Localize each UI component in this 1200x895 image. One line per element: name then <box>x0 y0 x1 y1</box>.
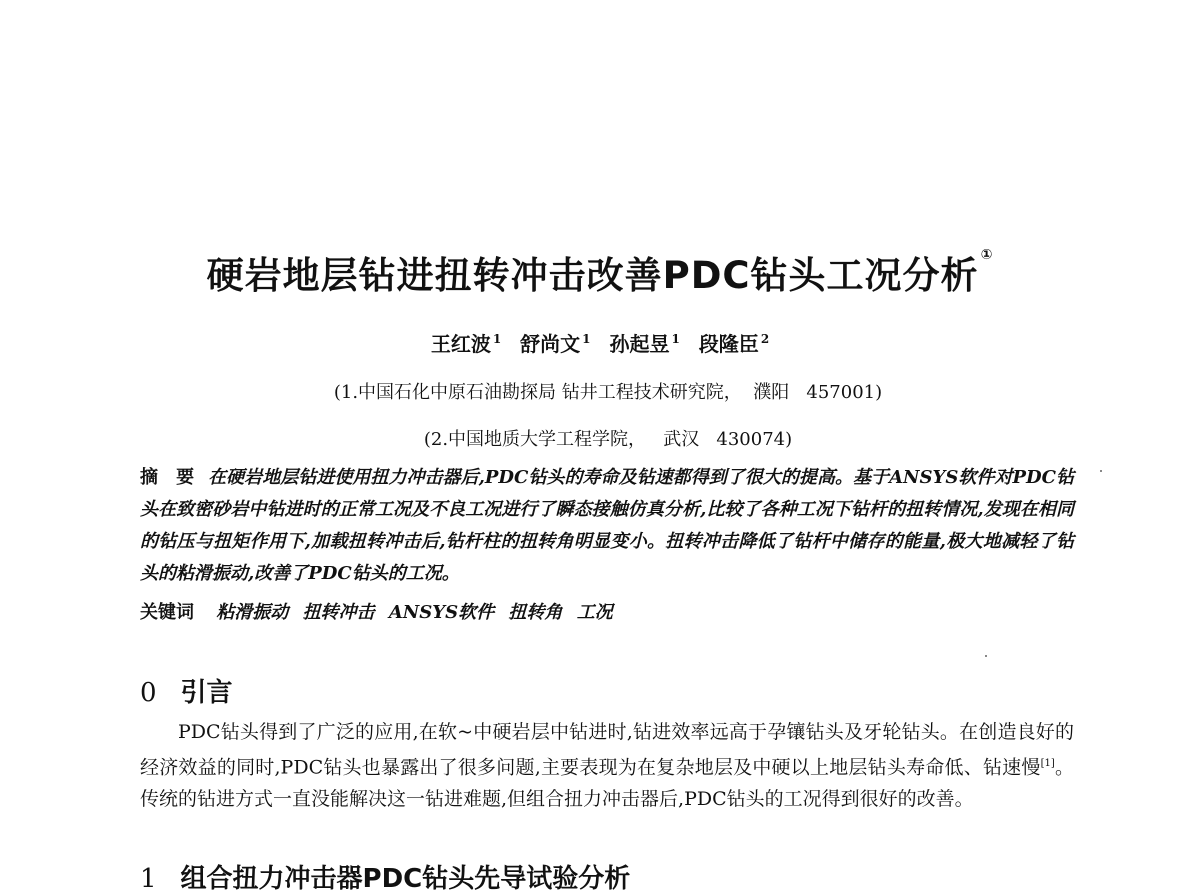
author: 孙起昱 $^1$ <box>609 332 680 356</box>
author: 舒尚文 $^1$ <box>520 332 591 356</box>
section-number: 0 <box>140 678 157 708</box>
keyword: ANSYS软件 <box>388 602 495 623</box>
keyword: 粘滑振动 <box>216 602 289 623</box>
abstract-label: 摘 要 <box>140 467 195 488</box>
affiliation-2: (2.中国地质大学工程学院， 武汉 430074) <box>423 429 793 450</box>
author: 段隆臣 $^2$ <box>698 332 770 356</box>
affiliation-1: (1.中国石化中原石油勘探局 钻井工程技术研究院， 濮阳 457001) <box>333 382 883 403</box>
section-heading-intro <box>140 672 233 709</box>
author-list <box>0 328 1200 357</box>
intro-paragraph: PDC钻头得到了广泛的应用,在软~中硬岩层中钻进时,钻进效率远高于孕镶钻头及牙轮钻头。在创造良好的经济效益的同时,PDC钻头也暴露出了很多问题,主要表现为在复杂地层及中硬以上地层钻头寿命低、钻速慢[1]。传统的钻进方式一直没能解决这一钻进难题,但组合扭力冲击器后,PDC钻头的工况得到很好的改善。 <box>140 721 1074 811</box>
section-heading-1 <box>140 858 630 895</box>
section-title: 组合扭力冲击器PDC钻头先导试验分析 <box>180 864 631 894</box>
keywords-label: 关键词 <box>140 602 194 623</box>
section-title: 引言 <box>180 678 233 708</box>
author: 王红波 $^1$ <box>430 332 502 356</box>
keyword: 工况 <box>576 602 613 623</box>
paper-title <box>0 245 1200 299</box>
title-text: 硬岩地层钻进扭转冲击改善PDC钻头工况分析 <box>206 254 979 297</box>
abstract-text: 在硬岩地层钻进使用扭力冲击器后,PDC钻头的寿命及钻速都得到了很大的提高。基于ANSYS软件对PDC钻头在致密砂岩中钻进时的正常工况及不良工况进行了瞬态接触仿真分析,比较了各种工况下钻杆的扭转情况,发现在相同的钻压与扭矩作用下,加载扭转冲击后,钻杆柱的扭转角明显变小。扭转冲击降低了钻杆中储存的能量,极大地减轻了钻头的粘滑振动,改善了PDC钻头的工况。 <box>140 467 1074 584</box>
abstract <box>140 462 1074 590</box>
keywords <box>140 598 621 624</box>
scan-speck <box>1100 470 1102 472</box>
keyword: 扭转冲击 <box>302 602 375 623</box>
scan-speck <box>985 655 987 657</box>
keyword: 扭转角 <box>508 602 563 623</box>
section-number: 1 <box>140 864 157 894</box>
title-footnote-mark: ① <box>980 247 994 263</box>
citation: [1] <box>1040 758 1055 769</box>
